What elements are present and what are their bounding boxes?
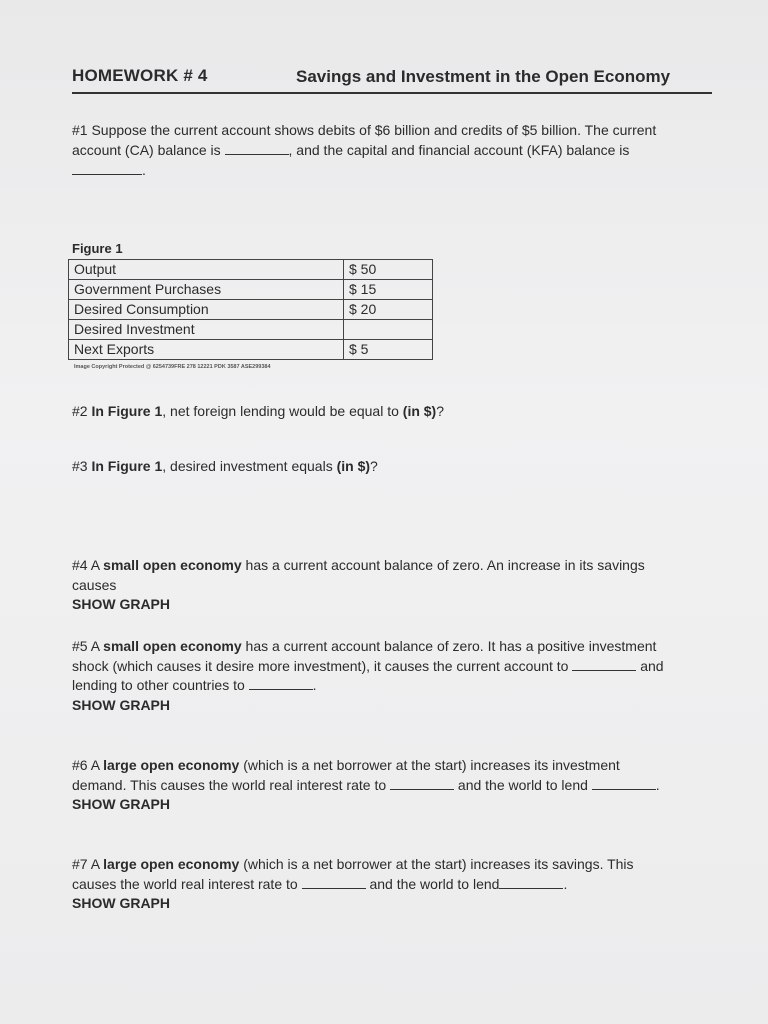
table-cell-label: Desired Consumption <box>69 300 344 320</box>
table-row <box>69 280 433 300</box>
answer-blank <box>249 676 313 690</box>
answer-blank <box>390 776 454 790</box>
figure-1-table <box>68 259 433 360</box>
answer-blank <box>72 161 142 175</box>
question-1-line-1: #1 Suppose the current account shows debits of $6 billion and credits of $5 billion. The current <box>72 122 657 138</box>
table-row <box>69 300 433 320</box>
answer-blank <box>225 141 289 155</box>
table-cell-value: $ 50 <box>344 260 433 280</box>
table-cell-label: Next Exports <box>69 340 344 360</box>
show-graph-label: SHOW GRAPH <box>72 596 170 612</box>
figure-label: Figure 1 <box>72 241 123 256</box>
answer-blank <box>302 875 366 889</box>
table-row <box>69 260 433 280</box>
answer-blank <box>499 875 563 889</box>
question-5: #5 A small open economy has a current account balance of zero. It has a positive investment shock (which causes it desire more investment), it causes the current account to and lending to other countries to . SHOW GRAPH <box>72 637 664 715</box>
question-2: #2 In Figure 1, net foreign lending would be equal to (in $)? <box>72 403 445 419</box>
question-4: #4 A small open economy has a current account balance of zero. An increase in its savings causes SHOW GRAPH <box>72 556 645 615</box>
page-header <box>72 66 712 94</box>
table-cell-label: Government Purchases <box>69 280 344 300</box>
table-cell-value <box>344 320 433 340</box>
question-3: #3 In Figure 1, desired investment equals (in $)? <box>72 458 378 474</box>
show-graph-label: SHOW GRAPH <box>72 895 170 911</box>
question-1-line-3: . <box>72 161 146 180</box>
question-7: #7 A large open economy (which is a net borrower at the start) increases its savings. This causes the world real interest rate to and the world to lend . SHOW GRAPH <box>72 855 634 914</box>
table-cell-value: $ 15 <box>344 280 433 300</box>
table-cell-label: Desired Investment <box>69 320 344 340</box>
table-cell-label: Output <box>69 260 344 280</box>
answer-blank <box>572 657 636 671</box>
homework-subtitle: Savings and Investment in the Open Economy <box>296 67 671 86</box>
show-graph-label: SHOW GRAPH <box>72 796 170 812</box>
table-row <box>69 320 433 340</box>
table-cell-value: $ 20 <box>344 300 433 320</box>
question-1-line-2: account (CA) balance is , and the capital and financial account (KFA) balance is <box>72 142 630 158</box>
table-cell-value: $ 5 <box>344 340 433 360</box>
homework-title: HOMEWORK # 4 <box>72 66 208 85</box>
show-graph-label: SHOW GRAPH <box>72 696 170 713</box>
table-row <box>69 340 433 360</box>
answer-blank <box>592 776 656 790</box>
question-6: #6 A large open economy (which is a net borrower at the start) increases its investment demand. This causes the world real interest rate to and the world to lend . SHOW GRAPH <box>72 756 660 815</box>
copyright-notice: Image Copyright Protected @ 6254739FRE 278 12221 PDK 3587 ASE299384 <box>74 364 271 370</box>
